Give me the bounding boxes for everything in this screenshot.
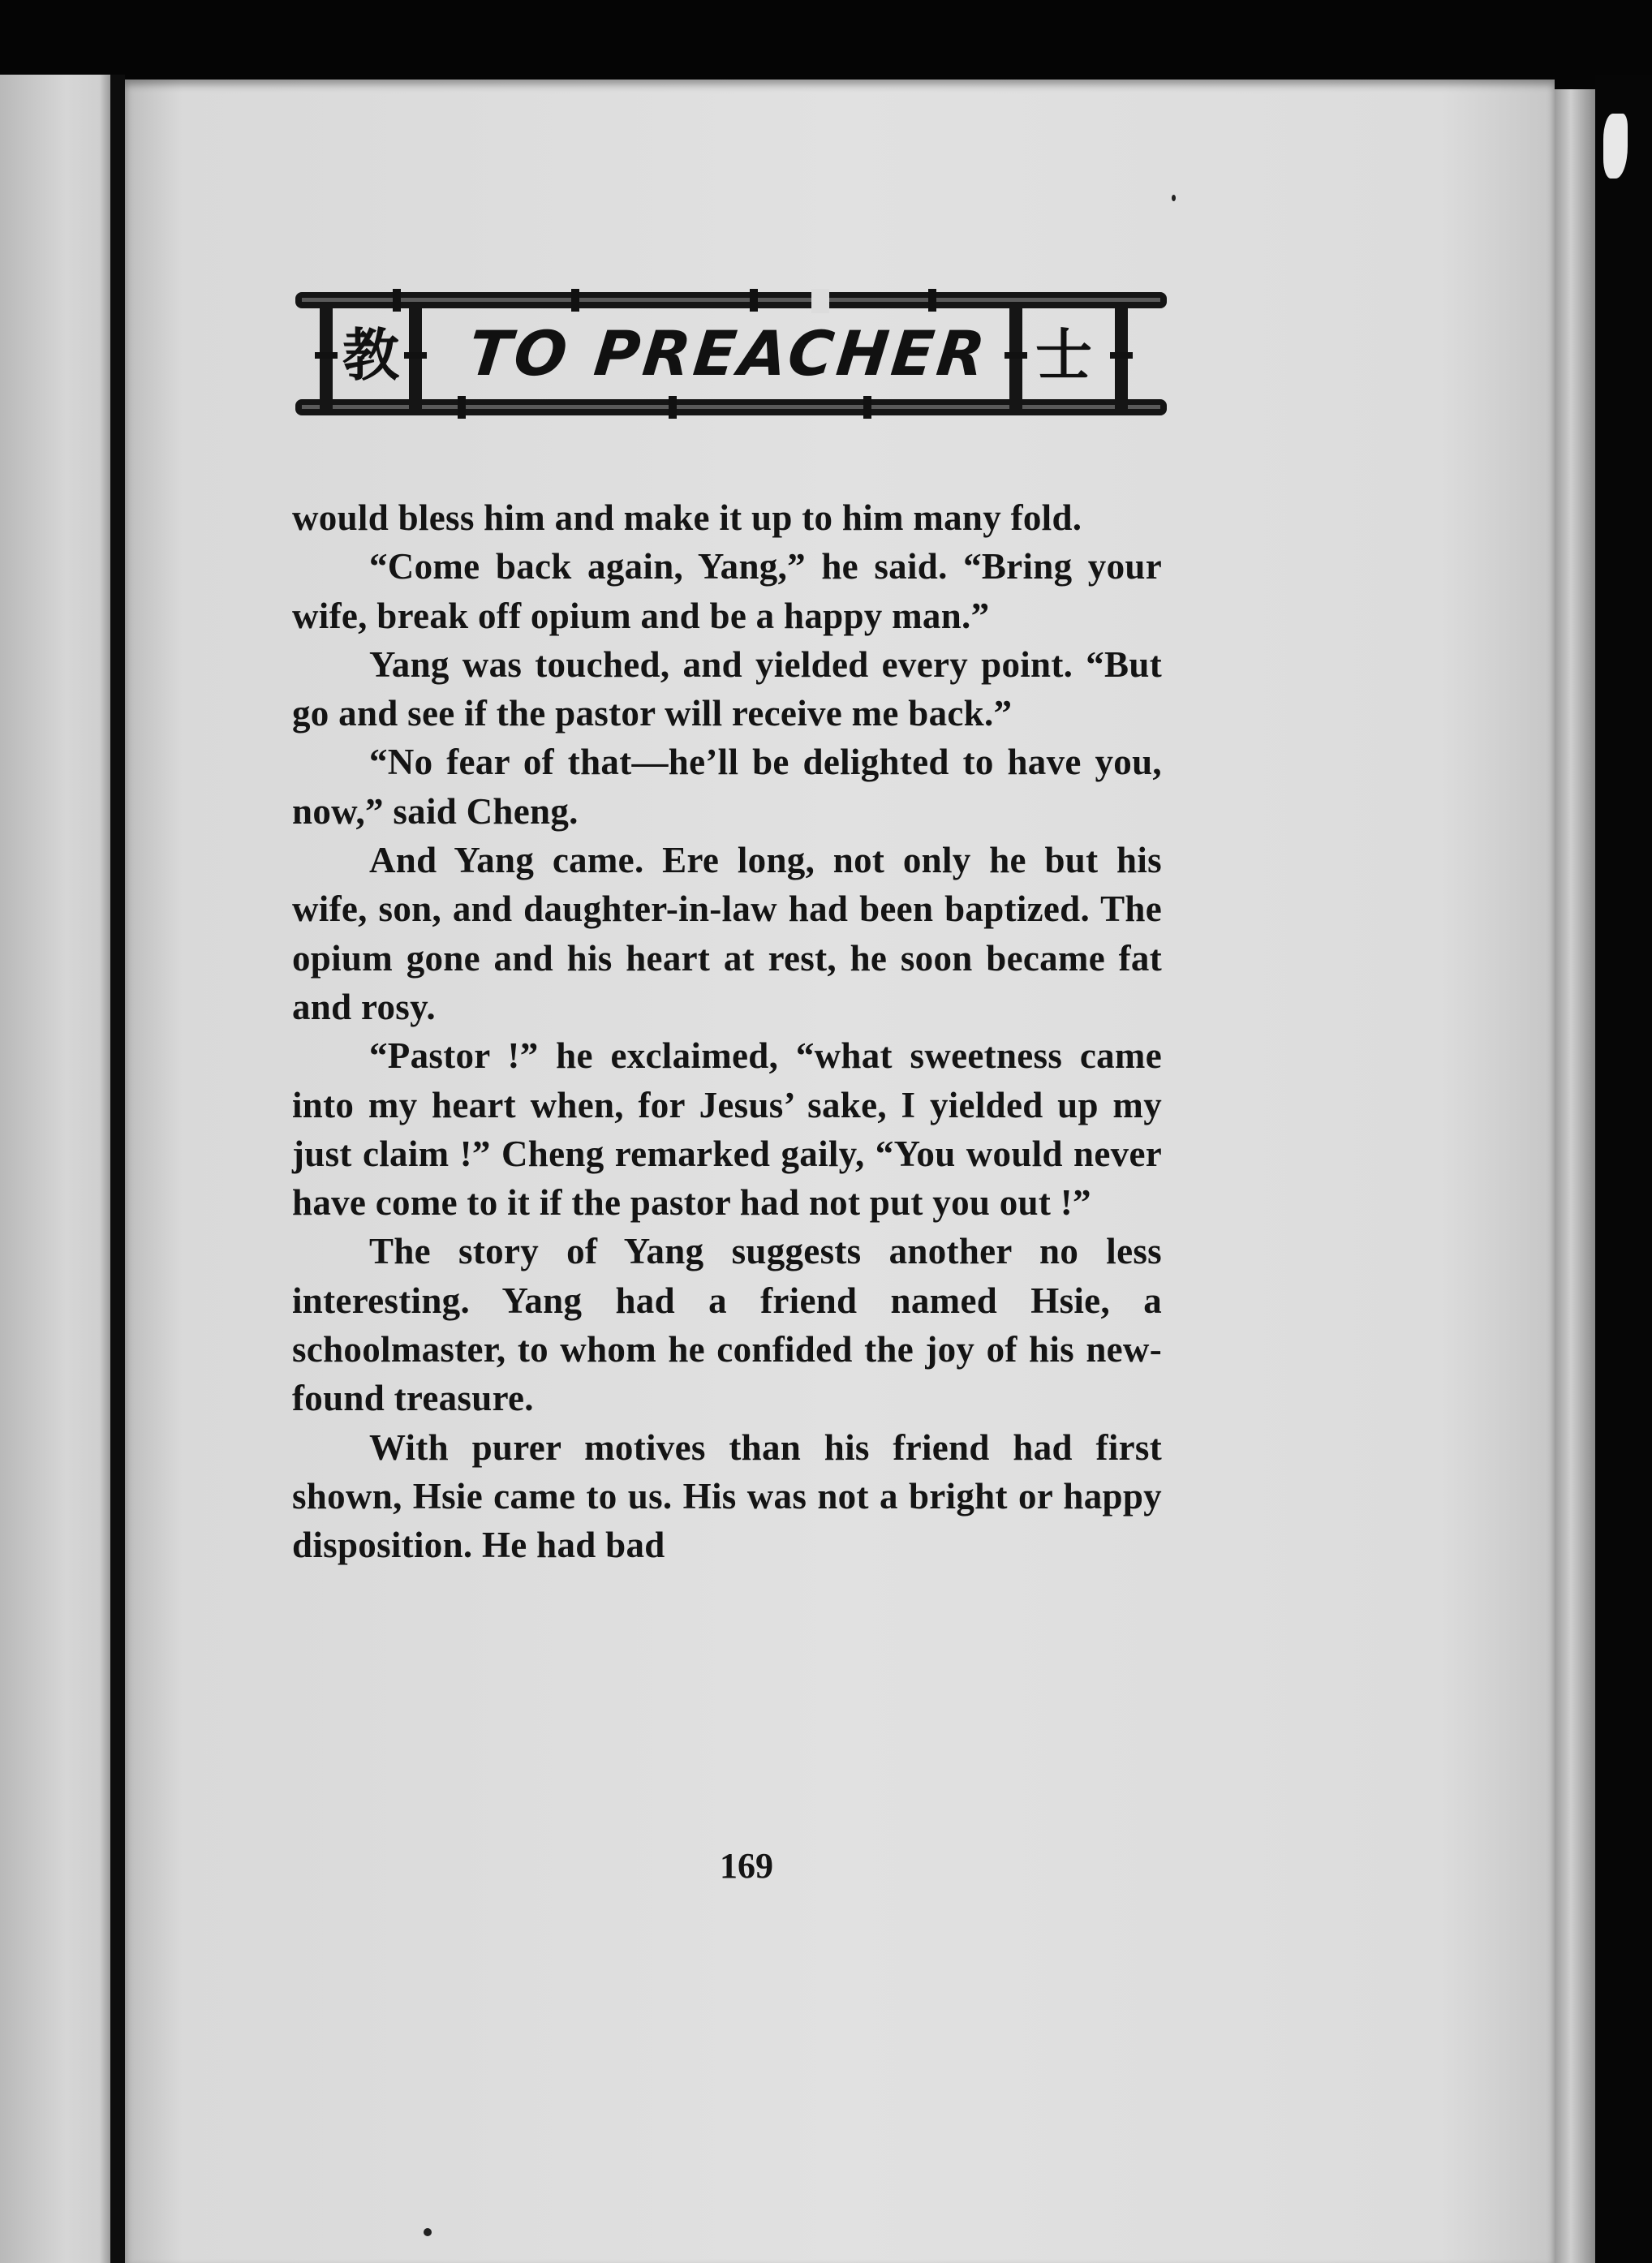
- previous-page-edge: [0, 75, 110, 2263]
- paragraph: “Pastor !” he exclaimed, “what sweetness came into my heart when, for Jesus’ sake, I yielded up my just claim !” Cheng remarked gaily, “You would never have come to it if the pastor had not put you out !”: [292, 1035, 1162, 1224]
- page-number: 169: [720, 1846, 773, 1886]
- book-gutter: [110, 75, 125, 2263]
- chapter-header-banner: [295, 289, 1167, 422]
- body-text: [292, 493, 1162, 1570]
- paragraph: “Come back again, Yang,” he said. “Bring your wife, break off opium and be a happy man.”: [292, 546, 1162, 636]
- chinese-character-right-icon: 士: [1035, 322, 1092, 389]
- chapter-title: TO PREACHER: [465, 317, 992, 389]
- paper-speck: [1172, 195, 1176, 201]
- paragraph: The story of Yang suggests another no less interesting. Yang had a friend named Hsie, a schoolmaster, to whom he confided the joy of his new-found treasure.: [292, 1231, 1162, 1419]
- page-edge-shadow: [1555, 89, 1595, 2263]
- paragraph: Yang was touched, and yielded every point. “But go and see if the pastor will receive me back.”: [292, 643, 1162, 734]
- scan-border: [1595, 75, 1652, 2263]
- scan-artifact: [1603, 114, 1628, 179]
- paragraph: With purer motives than his friend had first shown, Hsie came to us. His was not a bright or happy disposition. He had bad: [292, 1426, 1162, 1566]
- paper-speck: [424, 2228, 432, 2236]
- chinese-character-left-icon: 教: [342, 322, 399, 389]
- paragraph: would bless him and make it up to him many fold.: [292, 497, 1082, 538]
- paragraph: And Yang came. Ere long, not only he but his wife, son, and daughter-in-law had been baptized. The opium gone and his heart at rest, he soon became fat and rosy.: [292, 840, 1162, 1027]
- paragraph: “No fear of that—he’ll be delighted to have you, now,” said Cheng.: [292, 742, 1162, 832]
